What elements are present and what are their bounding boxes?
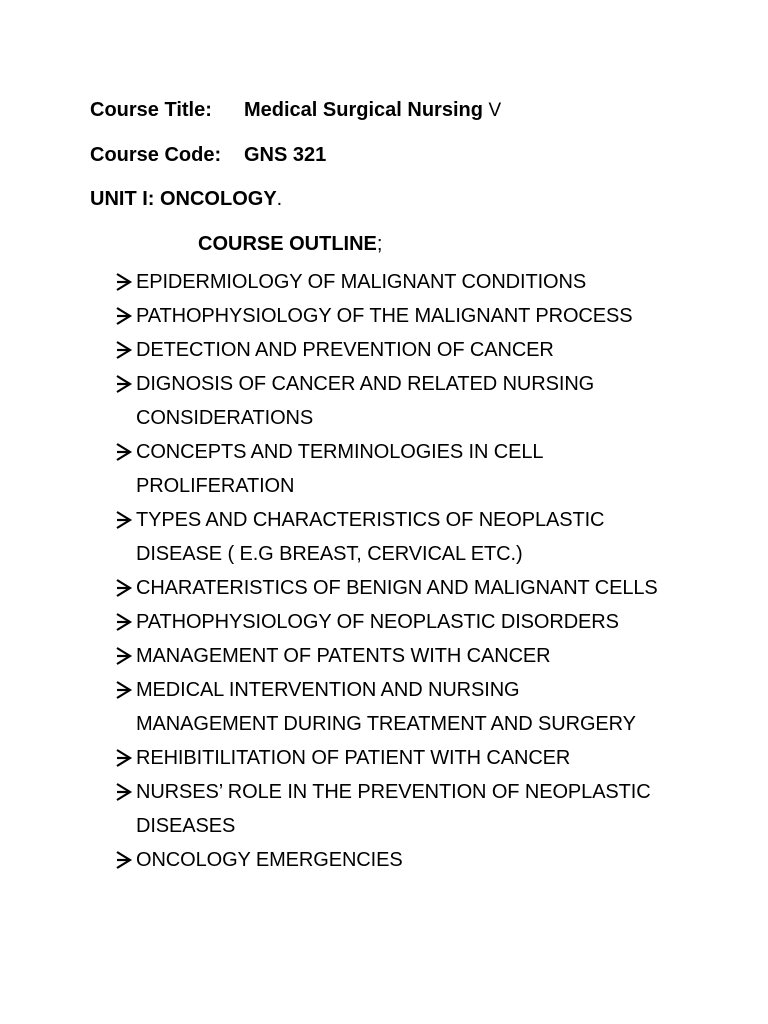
list-item-text	[136, 509, 604, 565]
list-item	[114, 571, 754, 605]
list-item-text	[136, 645, 551, 667]
list-item-line: CONCEPTS AND TERMINOLOGIES IN CELL	[136, 441, 544, 463]
list-item	[114, 843, 754, 877]
course-title-label: Course Title:	[90, 99, 212, 121]
list-item-line: MANAGEMENT OF PATENTS WITH CANCER	[136, 645, 551, 667]
list-item-text	[136, 339, 554, 361]
list-item	[114, 605, 754, 639]
list-item-text	[136, 781, 651, 837]
list-item	[114, 435, 754, 503]
list-item	[114, 299, 754, 333]
course-outline-list	[114, 265, 754, 877]
course-code-line	[90, 143, 326, 167]
list-item-line: CONSIDERATIONS	[136, 407, 314, 429]
list-item-line: CHARATERISTICS OF BENIGN AND MALIGNANT CELLS	[136, 577, 658, 599]
list-item-text	[136, 305, 632, 327]
course-title-value: Medical Surgical Nursing	[244, 99, 483, 121]
list-item	[114, 503, 754, 571]
list-item-line: DISEASE ( E.G BREAST, CERVICAL ETC.)	[136, 543, 523, 565]
list-item	[114, 775, 754, 843]
arrow-bullet-icon	[114, 775, 134, 809]
list-item-line: NURSES’ ROLE IN THE PREVENTION OF NEOPLASTIC	[136, 781, 651, 803]
list-item-line: REHIBITILITATION OF PATIENT WITH CANCER	[136, 747, 571, 769]
list-item-text	[136, 679, 636, 735]
course-code-label: Course Code:	[90, 144, 222, 166]
list-item-text	[136, 577, 658, 599]
list-item	[114, 333, 754, 367]
list-item	[114, 741, 754, 775]
list-item-text	[136, 611, 619, 633]
arrow-bullet-icon	[114, 503, 134, 537]
outline-label: COURSE OUTLINE	[198, 233, 377, 255]
unit-heading	[90, 187, 282, 211]
arrow-bullet-icon	[114, 673, 134, 707]
list-item	[114, 265, 754, 299]
unit-punct: .	[276, 188, 283, 210]
arrow-bullet-icon	[114, 333, 134, 367]
course-title-line	[90, 98, 501, 123]
list-item-line: EPIDERMIOLOGY OF MALIGNANT CONDITIONS	[136, 271, 587, 293]
unit-label: UNIT I: ONCOLOGY	[90, 188, 277, 210]
list-item-line: PATHOPHYSIOLOGY OF NEOPLASTIC DISORDERS	[136, 611, 619, 633]
list-item-line: PATHOPHYSIOLOGY OF THE MALIGNANT PROCESS	[136, 305, 633, 327]
arrow-bullet-icon	[114, 571, 134, 605]
course-title-suffix: V	[488, 100, 502, 121]
list-item	[114, 367, 754, 435]
arrow-bullet-icon	[114, 741, 134, 775]
list-item-text	[136, 441, 543, 497]
list-item-line: PROLIFERATION	[136, 475, 295, 497]
arrow-bullet-icon	[114, 265, 134, 299]
list-item-text	[136, 271, 586, 293]
list-item-line: TYPES AND CHARACTERISTICS OF NEOPLASTIC	[136, 509, 605, 531]
arrow-bullet-icon	[114, 639, 134, 673]
outline-heading	[198, 232, 382, 256]
list-item-line: ONCOLOGY EMERGENCIES	[136, 849, 403, 871]
arrow-bullet-icon	[114, 367, 134, 401]
arrow-bullet-icon	[114, 299, 134, 333]
list-item-text	[136, 373, 594, 429]
arrow-bullet-icon	[114, 843, 134, 877]
outline-punct: ;	[376, 233, 383, 255]
arrow-bullet-icon	[114, 435, 134, 469]
list-item-line: MANAGEMENT DURING TREATMENT AND SURGERY	[136, 713, 636, 735]
list-item	[114, 639, 754, 673]
list-item-text	[136, 849, 403, 871]
list-item	[114, 673, 754, 741]
list-item-line: DETECTION AND PREVENTION OF CANCER	[136, 339, 554, 361]
course-code-value: GNS 321	[244, 144, 327, 166]
arrow-bullet-icon	[114, 605, 134, 639]
list-item-line: MEDICAL INTERVENTION AND NURSING	[136, 679, 520, 701]
list-item-line: DIGNOSIS OF CANCER AND RELATED NURSING	[136, 373, 595, 395]
list-item-line: DISEASES	[136, 815, 236, 837]
list-item-text	[136, 747, 570, 769]
